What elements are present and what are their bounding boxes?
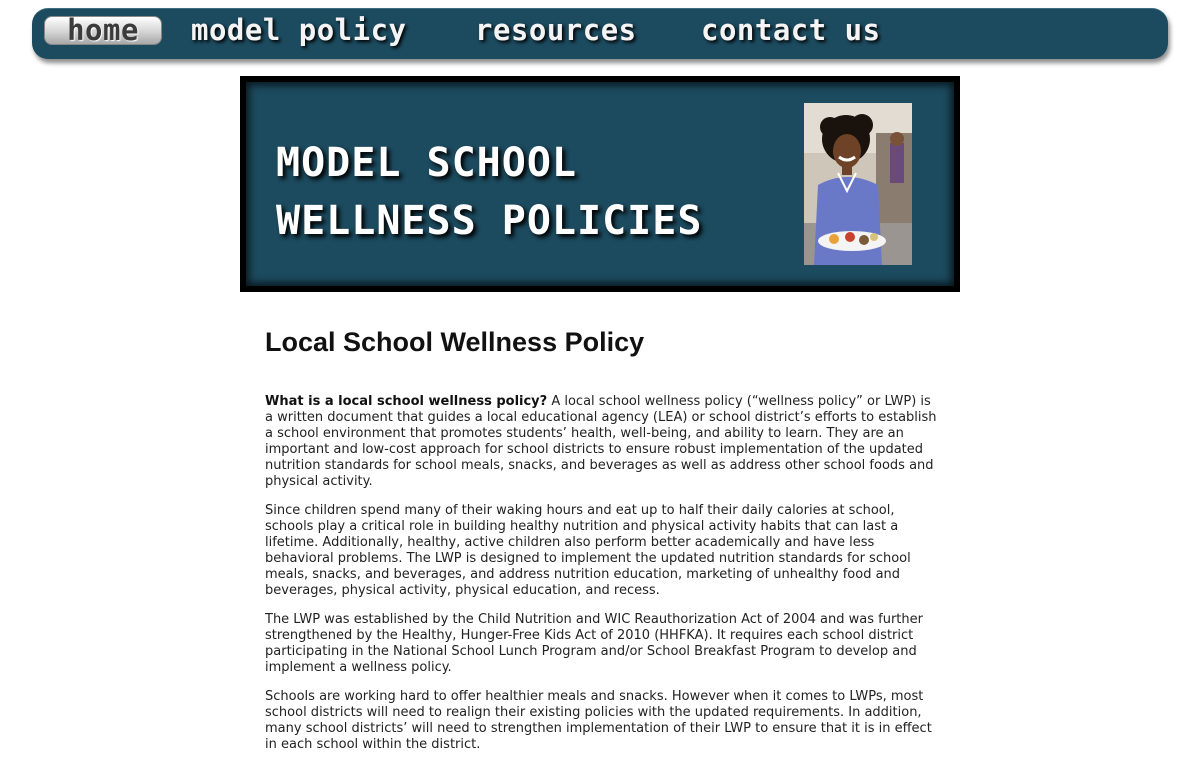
paragraph-1-lead: What is a local school wellness policy? — [265, 394, 548, 409]
top-navigation-bar — [32, 8, 1168, 59]
page-title: Local School Wellness Policy — [265, 327, 645, 357]
student-lunch-photo — [804, 103, 912, 265]
banner-title — [276, 134, 702, 250]
student-lunch-illustration — [804, 103, 912, 265]
banner-panel — [246, 82, 954, 286]
nav-contact-us[interactable]: contact us — [701, 13, 881, 47]
paragraph-4: Schools are working hard to offer healthier meals and snacks. However when it comes to LWPs, most school districts will need to realign their existing policies with the updated requirements. In addition, many school districts’ will need to strengthen implementation of their LWP to ensure that it is in effect in each school within the district. — [265, 689, 932, 752]
banner-title-line-1: MODEL SCHOOL — [276, 140, 577, 186]
nav-resources[interactable]: resources — [475, 13, 637, 47]
paragraph-1-text: A local school wellness policy (“wellness policy” or LWP) is a written document that guides a local educational agency (LEA) or school district’s efforts to establish a school environment that promotes students’ health, well-being, and ability to learn. They are an important and low-cost approach for school districts to ensure robust implementation of the updated nutrition standards for school meals, snacks, and beverages as well as address other school foods and physical activity. — [265, 394, 937, 489]
paragraph-2: Since children spend many of their waking hours and eat up to half their daily calories at school, schools play a critical role in building healthy nutrition and physical activity habits that can last a lifetime. Additionally, healthy, active children also perform better academically and have less behavioral problems. The LWP is designed to implement the updated nutrition standards for school meals, snacks, and beverages, and address nutrition education, marketing of unhealthy food and beverages, physical activity, physical education, and recess. — [265, 503, 911, 598]
main-content — [265, 320, 941, 766]
banner-title-line-2: WELLNESS POLICIES — [276, 198, 703, 244]
paragraph-1 — [265, 394, 941, 490]
nav-home[interactable]: home — [44, 16, 162, 45]
header-banner — [240, 76, 960, 292]
paragraph-3: The LWP was established by the Child Nutrition and WIC Reauthorization Act of 2004 and was further strengthened by the Healthy, Hunger-Free Kids Act of 2010 (HHFKA). It requires each school district participating in the National School Lunch Program and/or School Breakfast Program to develop and implement a wellness policy. — [265, 612, 923, 675]
nav-model-policy[interactable]: model policy — [191, 13, 407, 47]
